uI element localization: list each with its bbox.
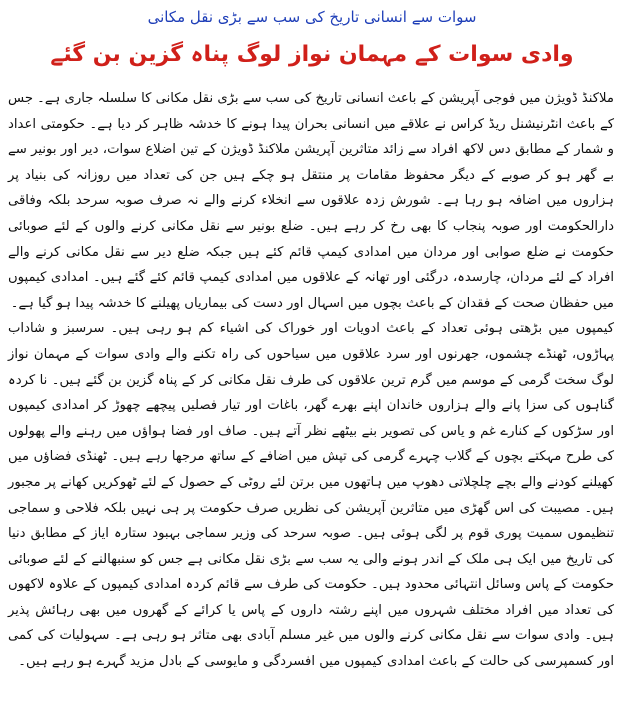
article-kicker: سوات سے انسانی تاریخ کی سب سے بڑی نقل مکانی — [147, 8, 477, 26]
article-headline: وادی سوات کے مہمان نواز لوگ پناہ گزین بن گئے — [50, 42, 574, 67]
article-body — [8, 86, 614, 675]
article-paragraph: ملاکنڈ ڈویژن میں فوجی آپریشن کے باعث انسانی تاریخ کی سب سے بڑی نقل مکانی کا سلسلہ جاری ہے۔ جس کے باعث انٹرنیشنل ریڈ کراس نے علاقے میں انسانی بحران پیدا ہونے کا خدشہ ظاہر کر دیا ہے۔ حکومتی اعداد و شمار کے مطابق دس لاکھ افراد سے زائد متاثرین آپریشن ملاکنڈ ڈویژن کے تین اضلاع سوات، دیر اور بونیر سے بے گھر ہو کر صوبے کے دیگر محفوظ مقامات پر منتقل ہو چکے ہیں جن کی تعداد میں روزانہ کی بنیاد پر ہزاروں میں اضافہ ہو رہا ہے۔ شورش زدہ علاقوں سے انخلاء کرنے والے نہ صرف صوبہ سرحد بلکہ وفاقی دارالحکومت اور صوبہ پنجاب کا بھی رخ کر رہے ہیں۔ ضلع بونیر سے نقل مکانی کرنے والوں کے لئے صوبائی حکومت نے ضلع صوابی اور مردان میں امدادی کیمپ قائم کئے ہیں جبکہ ضلع دیر سے نقل مکانی کرنے والے افراد کے لئے مردان، چارسدہ، درگئی اور تھانہ کے علاقوں میں امدادی کیمپ قائم کئے گئے ہیں۔ امدادی کیمپوں میں حفظان صحت کے فقدان کے باعث بچوں میں اسہال اور دست کی بیماریاں پھیلنے کا خدشہ پیدا ہو گیا ہے۔ — [8, 91, 614, 311]
article-paragraph: کیمپوں میں بڑھتی ہوئی تعداد کے باعث ادویات اور خوراک کی اشیاء کم ہو رہی ہیں۔ سرسبز و شاداب پہاڑوں، ٹھنڈے چشموں، جھرنوں اور سرد علاقوں میں سیاحوں کی راہ تکنے والے وادی سوات کے مہمان نواز لوگ سخت گرمی کے موسم میں گرم ترین علاقوں کی طرف نقل مکانی کر کے پناہ گزین بن گئے ہیں۔ نا کردہ گناہوں کی سزا پانے والے ہزاروں خاندان اپنے بھرے گھر، باغات اور تیار فصلیں پیچھے چھوڑ کر امدادی کیمپوں اور سڑکوں کے کنارے غم و یاس کی تصویر بنے بیٹھے نظر آتے ہیں۔ صاف اور فضا ہواؤں میں رہنے والے پھولوں کی طرح مہکتے بچوں کے گلاب چہرے گرمی کی تپش میں اضافے کے ساتھ مرجھا رہے ہیں۔ ٹھنڈی فضاؤں میں کھیلنے کودنے والے بچے چلچلاتی دھوپ میں ہاتھوں میں برتن لئے روٹی کے حصول کے لئے ٹھوکریں کھانے پر مجبور ہیں۔ مصیبت کی اس گھڑی میں متاثرین آپریشن کی نظریں صرف حکومت پر ہی نہیں بلکہ فلاحی و سماجی تنظیموں سمیت پوری قوم پر لگی ہوئی ہیں۔ صوبہ سرحد کی وزیر سماجی بہبود ستارہ ایاز کے مطابق دنیا کی تاریخ میں ایک ہی ملک کے اندر ہونے والی یہ سب سے بڑی نقل مکانی ہے جس کو سنبھالنے کے لئے صوبائی حکومت کے پاس وسائل انتہائی محدود ہیں۔ حکومت کی طرف سے قائم کردہ امدادی کیمپوں کے علاوہ لاکھوں کی تعداد میں افراد مختلف شہروں میں اپنے رشتہ داروں کے پاس یا کرائے کے گھروں میں بھی رہائش پذیر ہیں۔ وادی سوات سے نقل مکانی کرنے والوں میں غیر مسلم آبادی بھی متاثر ہو رہی ہے۔ سہولیات کی کمی اور کسمپرسی کی حالت کے باعث امدادی کیمپوں میں افسردگی و مایوسی کے بادل مزید گہرے ہو رہے ہیں۔ — [8, 321, 614, 670]
